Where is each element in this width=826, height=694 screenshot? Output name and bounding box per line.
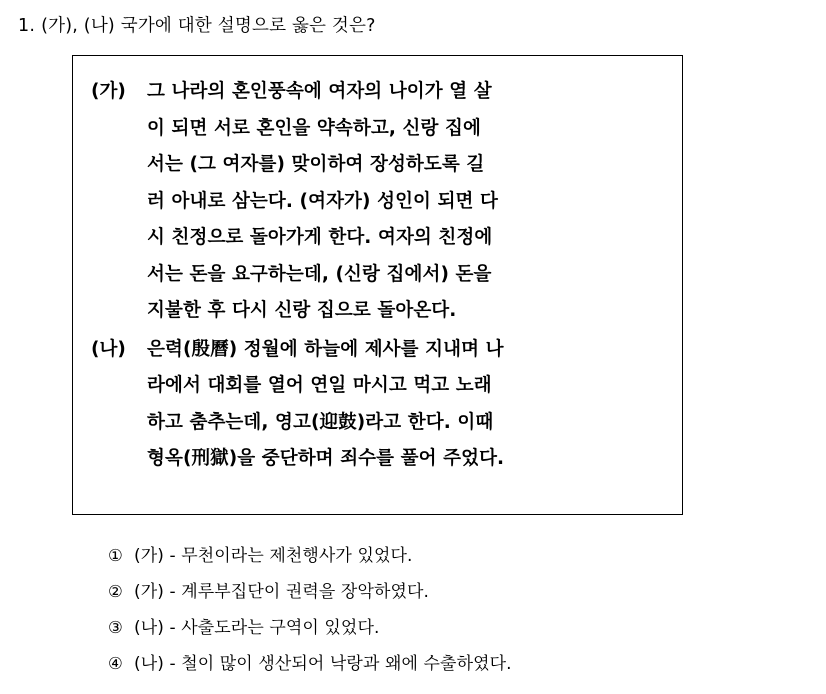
choice-text-4: (나) - 철이 많이 생산되어 낙랑과 왜에 수출하였다. <box>134 654 512 674</box>
question-stem <box>18 12 376 37</box>
passage-lines-na <box>147 332 666 478</box>
passage-lines-ga <box>147 74 666 330</box>
passage-line: 형옥(刑獄)을 중단하며 죄수를 풀어 주었다. <box>147 448 505 469</box>
answer-choice-2[interactable] <box>108 574 808 610</box>
passage-line: 지불한 후 다시 신랑 집으로 돌아온다. <box>147 300 457 321</box>
choice-marker-3: ③ <box>108 618 123 637</box>
passage-line: 러 아내로 삼는다. (여자가) 성인이 되면 다 <box>147 190 499 212</box>
passage-line: 라에서 대회를 열어 연일 마시고 먹고 노래 <box>147 375 492 396</box>
question-number: 1. <box>18 16 36 36</box>
choice-marker-1: ① <box>108 546 123 565</box>
passage-label-na: (나) <box>91 338 126 360</box>
passage-line: 시 친정으로 돌아가게 한다. 여자의 친정에 <box>147 227 493 248</box>
passage-line: 은력(殷曆) 정월에 하늘에 제사를 지내며 나 <box>147 338 504 360</box>
passage-line: 하고 춤추는데, 영고(迎鼓)라고 한다. 이때 <box>147 411 494 433</box>
choice-text-1: (가) - 무천이라는 제천행사가 있었다. <box>134 546 413 566</box>
passage-item-ga <box>91 74 666 330</box>
choice-marker-4: ④ <box>108 654 123 673</box>
passage-line: 그 나라의 혼인풍속에 여자의 나이가 열 살 <box>147 81 492 102</box>
answer-choice-3[interactable] <box>108 610 808 646</box>
passage-label-ga: (가) <box>91 81 126 102</box>
answer-choice-4[interactable] <box>108 646 808 682</box>
choice-text-2: (가) - 계루부집단이 권력을 장악하였다. <box>134 582 430 602</box>
passage-line: 서는 돈을 요구하는데, (신랑 집에서) 돈을 <box>147 263 492 285</box>
choice-marker-2: ② <box>108 582 123 601</box>
source-passage-content <box>73 56 682 478</box>
answer-choice-1[interactable] <box>108 538 808 574</box>
passage-line: 서는 (그 여자를) 맞이하여 장성하도록 길 <box>147 154 485 175</box>
passage-line: 이 되면 서로 혼인을 약속하고, 신랑 집에 <box>147 117 481 139</box>
source-passage-box <box>72 55 683 515</box>
passage-item-na <box>91 332 666 478</box>
choice-text-3: (나) - 사출도라는 구역이 있었다. <box>134 618 380 638</box>
question-text: (가), (나) 국가에 대한 설명으로 옳은 것은? <box>41 16 376 36</box>
answer-choice-list <box>108 538 808 682</box>
